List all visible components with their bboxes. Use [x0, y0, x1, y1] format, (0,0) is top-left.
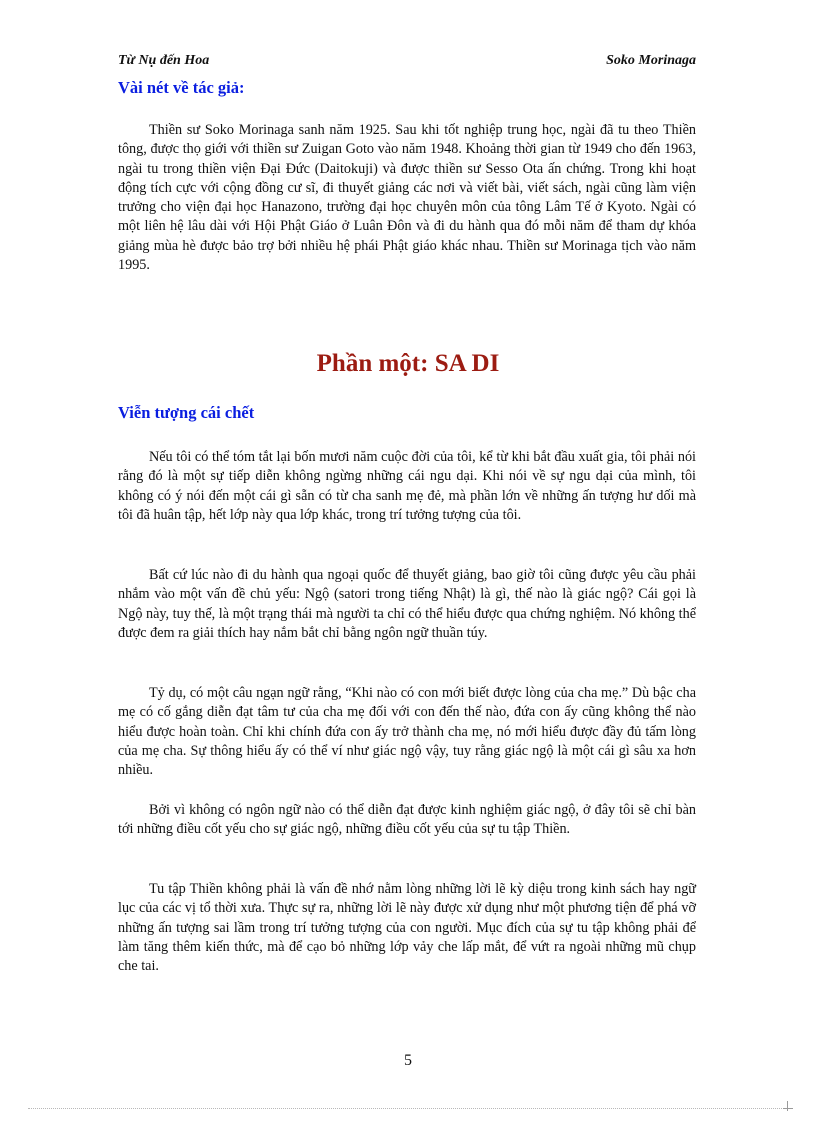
chapter-heading: Viễn tượng cái chết — [118, 403, 255, 422]
author-section-heading: Vài nét về tác giả: — [118, 78, 245, 97]
running-header — [118, 53, 696, 73]
page-number: 5 — [404, 1052, 412, 1069]
body-paragraph-4: Bởi vì không có ngôn ngữ nào có thể diễn đạt được kinh nghiệm giác ngộ, ở đây tôi sẽ chỉ bàn tới những điều cốt yếu cho sự giác ngộ, những điều cốt yếu của sự tu tập Thiền. — [118, 802, 696, 838]
body-paragraph-5: Tu tập Thiền không phải là vấn đề nhớ nằm lòng những lời lẽ kỳ diệu trong kinh sách hay ngữ lục của các vị tổ thời xưa. Thực sự ra, những lời lẽ này được xử dụng như một phương tiện để phá vỡ những ấn tượng sai lầm trong trí tưởng tượng của con người. Mục đích của sự tu tập không phải để làm tăng thêm kiến thức, mà để cạo bỏ những lớp vảy che lấp mắt, để vứt ra ngoài những mũ chụp che tai. — [118, 881, 696, 975]
body-paragraph-3: Tỷ dụ, có một câu ngạn ngữ rằng, “Khi nào có con mới biết được lòng của cha mẹ.” Dù bậc cha mẹ có cố gắng diễn đạt tâm tư của cha mẹ đối với con đến thế nào, đứa con ấy cũng không thể nào hiểu được hoàn toàn. Chỉ khi chính đứa con ấy trở thành cha mẹ, nó mới hiểu được đầy đủ tấm lòng của mẹ cha. Sự thông hiểu ấy có thể ví như giác ngộ vậy, tuy rằng giác ngộ là một cái gì sâu xa hơn nhiều. — [118, 685, 696, 779]
page-bottom-divider — [28, 1108, 788, 1109]
body-paragraph-1: Nếu tôi có thể tóm tắt lại bốn mươi năm cuộc đời của tôi, kể từ khi bắt đầu xuất gia, tôi phải nói rằng đó là một sự tiếp diễn không ngừng những cái ngu dại. Khi nói về sự ngu dại của mình, tôi không có ý nói đến một cái gì sẵn có từ cha sanh mẹ đẻ, mà phần lớn về những ấn tượng hư dối mà tôi đã huân tập, hết lớp này qua lớp khác, trong trí tưởng tượng của tôi. — [118, 449, 696, 523]
crop-mark-icon — [783, 1101, 793, 1111]
body-paragraph-2: Bất cứ lúc nào đi du hành qua ngoại quốc để thuyết giảng, bao giờ tôi cũng được yêu cầu phải nhắm vào một vấn đề chủ yếu: Ngộ (satori trong tiếng Nhật) là gì, thế nào là giác ngộ? Cái gọi là Ngộ này, tuy thế, là một trạng thái mà người ta chỉ có thể hiểu được qua chứng nghiệm. Nó không thể được đem ra giải thích hay nắm bắt chỉ bằng ngôn ngữ thuần túy. — [118, 567, 696, 641]
part-title: Phần một: SA DI — [316, 350, 500, 377]
author-bio-paragraph: Thiền sư Soko Morinaga sanh năm 1925. Sau khi tốt nghiệp trung học, ngài đã tu theo Thiền tông, được thọ giới với thiền sư Zuigan Goto vào năm 1948. Khoảng thời gian từ 1949 cho đến 1963, ngài tu trong thiền viện Đại Đức (Daitokuji) và được thiền sư Sesso Ota ấn chứng. Trong khi hoạt động tích cực với cộng đồng cư sĩ, đi thuyết giảng các nơi và viết bài, viết sách, ngài cũng làm viện trưởng cho viện đại học Hanazono, trường đại học chuyên môn của tông Lâm Tế ở Kyoto. Ngài có một liên hệ lâu dài với Hội Phật Giáo ở Luân Đôn và đi du hành qua đó mỗi năm để tham dự khóa giảng mùa hè được bảo trợ bởi nhiều hệ phái Phật giáo khác nhau. Thiền sư Morinaga tịch vào năm 1995. — [118, 122, 696, 274]
header-book-title: Từ Nụ đến Hoa — [118, 53, 210, 68]
header-author: Soko Morinaga — [606, 53, 696, 68]
